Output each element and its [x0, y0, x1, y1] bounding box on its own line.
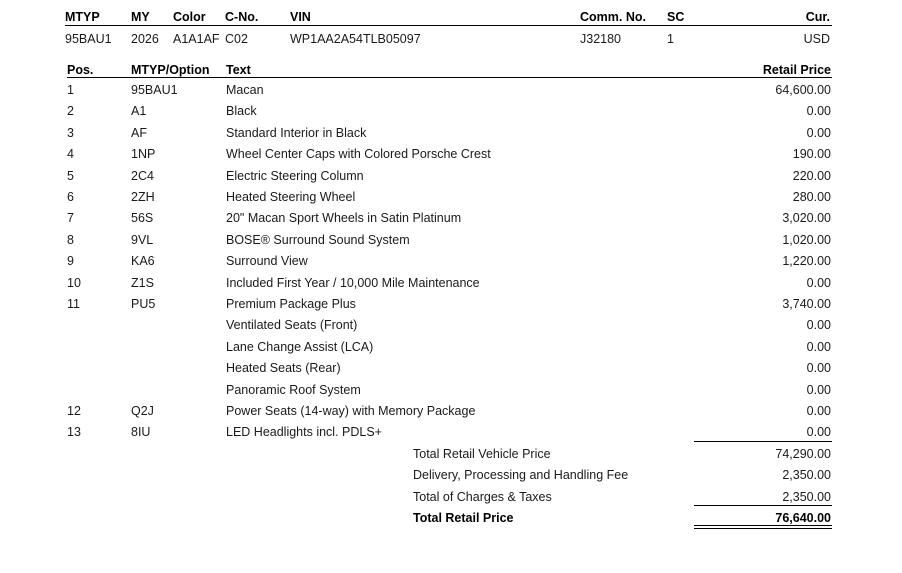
item-price: 0.00 [806, 361, 831, 376]
item-code: 2C4 [131, 168, 154, 183]
total-retail-price-value: 76,640.00 [775, 511, 831, 526]
item-pos: 4 [67, 147, 74, 162]
table-row [0, 168, 902, 189]
col-header-currency: Cur. [805, 10, 830, 24]
item-price: 0.00 [806, 125, 831, 140]
total-retail-price-label: Total Retail Price [413, 511, 514, 526]
table-row [0, 189, 902, 210]
total-charges-taxes-label: Total of Charges & Taxes [413, 489, 552, 504]
table-row [0, 403, 902, 424]
table-row [0, 339, 902, 360]
col-header-vin: VIN [290, 10, 311, 24]
items-header-pos: Pos. [67, 63, 94, 77]
item-code: 95BAU1 [131, 83, 178, 97]
item-text: Black [226, 104, 257, 119]
col-header-comm-no: Comm. No. [580, 10, 646, 24]
item-text: Macan [226, 83, 264, 97]
item-pos: 9 [67, 254, 74, 269]
col-header-my: MY [131, 10, 150, 24]
total-row [0, 446, 902, 467]
col-header-mtyp: MTYP [65, 10, 100, 24]
total-charges-taxes-value: 2,350.00 [782, 489, 831, 504]
table-row [0, 253, 902, 274]
table-row [0, 125, 902, 146]
item-price: 0.00 [806, 104, 831, 119]
item-text: Panoramic Roof System [226, 382, 361, 397]
item-price: 0.00 [806, 339, 831, 354]
item-pos: 12 [67, 404, 81, 418]
item-price: 0.00 [806, 425, 831, 440]
table-row [0, 424, 902, 445]
total-row [0, 489, 902, 510]
item-pos: 10 [67, 275, 81, 290]
item-price: 0.00 [806, 275, 831, 290]
items-header-rule [67, 77, 832, 78]
item-text: Ventilated Seats (Front) [226, 318, 358, 333]
item-text: Standard Interior in Black [226, 125, 367, 140]
table-row [0, 82, 902, 103]
value-model-year: 2026 [131, 32, 159, 46]
col-header-cno: C-No. [225, 10, 259, 24]
item-price: 64,600.00 [775, 83, 831, 97]
table-row [0, 275, 902, 296]
items-header-text: Text [226, 63, 251, 77]
delivery-fee-label: Delivery, Processing and Handling Fee [413, 468, 629, 483]
item-price: 1,020.00 [782, 232, 831, 247]
item-text: 20" Macan Sport Wheels in Satin Platinum [226, 211, 462, 226]
item-code: 8IU [131, 425, 151, 440]
col-header-sc: SC [667, 10, 685, 24]
item-code: A1 [131, 104, 147, 119]
item-text: LED Headlights incl. PDLS+ [226, 425, 382, 440]
item-pos: 1 [67, 83, 74, 97]
table-row [0, 103, 902, 124]
item-text: Wheel Center Caps with Colored Porsche Crest [226, 147, 491, 162]
table-row [0, 317, 902, 338]
table-row [0, 210, 902, 231]
total-retail-vehicle-price-label: Total Retail Vehicle Price [413, 447, 551, 461]
grand-total-double-rule-bottom [694, 528, 832, 529]
item-text: Heated Steering Wheel [226, 190, 356, 204]
value-sc: 1 [667, 32, 674, 46]
items-header-mtyp-option: MTYP/Option [131, 63, 210, 77]
item-text: Heated Seats (Rear) [226, 361, 341, 376]
value-comm-no: J32180 [580, 32, 622, 46]
item-pos: 8 [67, 232, 74, 247]
table-row [0, 296, 902, 317]
grand-total-double-rule-top [694, 525, 832, 526]
value-vin: WP1AA2A54TLB05097 [290, 32, 421, 46]
item-text: Electric Steering Column [226, 168, 364, 183]
col-header-color: Color [173, 10, 206, 24]
table-row [0, 382, 902, 403]
item-pos: 2 [67, 104, 74, 119]
item-text: Premium Package Plus [226, 297, 356, 311]
delivery-fee-value: 2,350.00 [782, 468, 831, 483]
value-mtyp: 95BAU1 [65, 32, 112, 46]
item-text: Lane Change Assist (LCA) [226, 339, 374, 354]
total-retail-vehicle-price-value: 74,290.00 [775, 447, 831, 461]
item-price: 0.00 [806, 404, 831, 418]
item-text: Power Seats (14-way) with Memory Package [226, 404, 476, 418]
value-currency: USD [803, 32, 830, 46]
item-pos: 3 [67, 125, 74, 140]
items-header-retail-price: Retail Price [762, 63, 831, 77]
header-rule [65, 25, 832, 26]
item-price: 3,020.00 [782, 211, 831, 226]
value-cno: C02 [225, 32, 248, 46]
item-pos: 5 [67, 168, 74, 183]
item-price: 280.00 [792, 190, 831, 204]
subtotal-rule [694, 441, 832, 442]
item-text: Included First Year / 10,000 Mile Maintenance [226, 275, 480, 290]
table-row [0, 232, 902, 253]
item-text: Surround View [226, 254, 308, 269]
item-pos: 13 [67, 425, 81, 440]
item-code: PU5 [131, 297, 156, 311]
total-row [0, 467, 902, 488]
item-code: 2ZH [131, 190, 155, 204]
item-price: 220.00 [792, 168, 831, 183]
item-price: 190.00 [792, 147, 831, 162]
item-code: Z1S [131, 275, 154, 290]
charges-rule [694, 505, 832, 506]
table-row [0, 146, 902, 167]
item-code: AF [131, 125, 147, 140]
item-price: 0.00 [806, 382, 831, 397]
table-row [0, 360, 902, 381]
item-code: KA6 [131, 254, 155, 269]
item-pos: 6 [67, 190, 74, 204]
item-pos: 7 [67, 211, 74, 226]
item-price: 0.00 [806, 318, 831, 333]
item-text: BOSE® Surround Sound System [226, 232, 410, 247]
item-pos: 11 [67, 297, 80, 311]
item-code: 1NP [131, 147, 156, 162]
item-code: Q2J [131, 404, 154, 418]
item-code: 9VL [131, 232, 154, 247]
item-price: 3,740.00 [782, 297, 831, 311]
value-color: A1A1AF [173, 32, 220, 46]
item-price: 1,220.00 [782, 254, 831, 269]
item-code: 56S [131, 211, 154, 226]
